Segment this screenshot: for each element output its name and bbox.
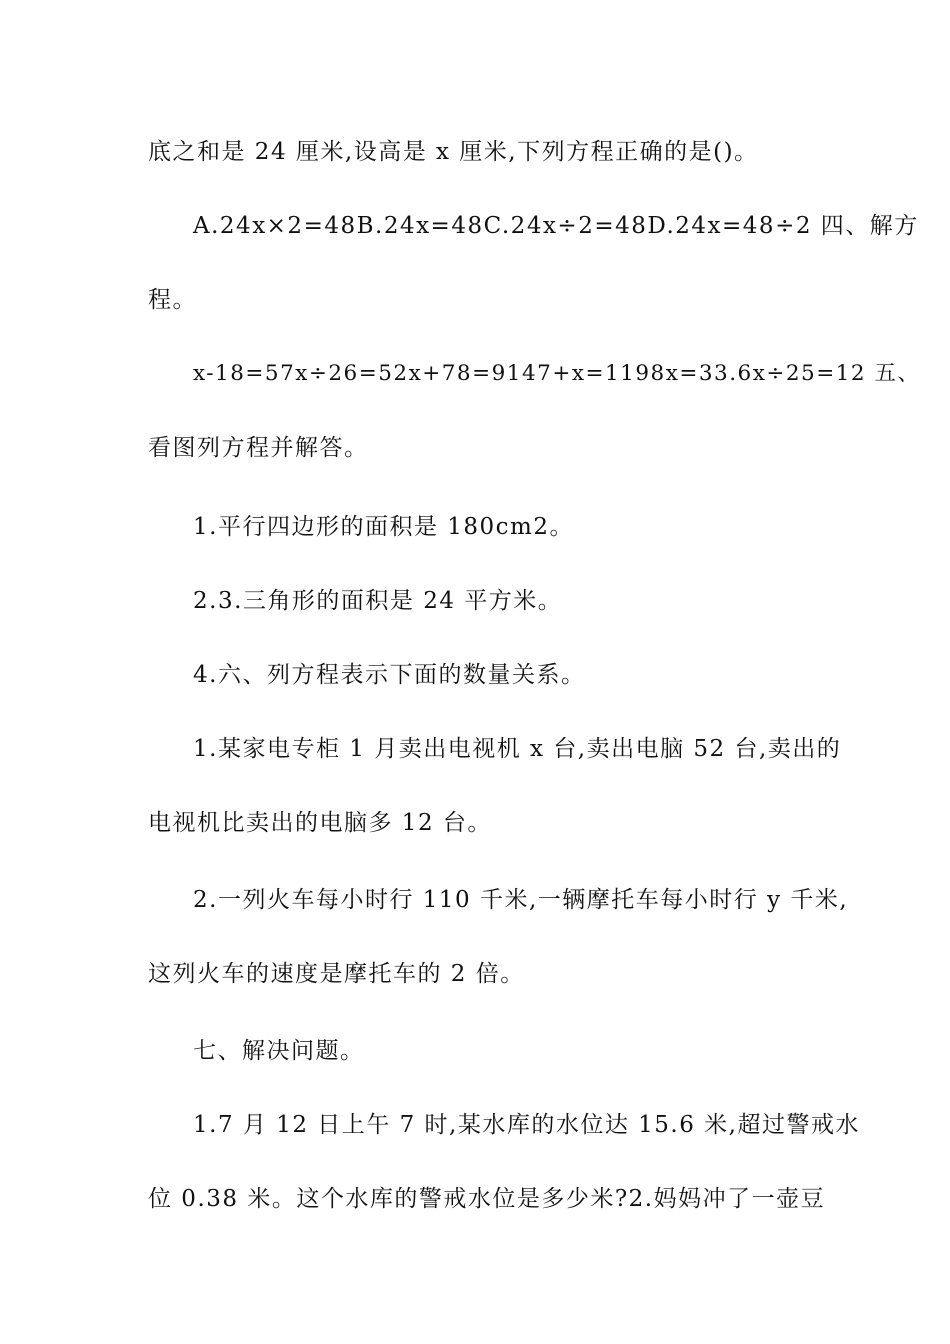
text-line: 4.六、列方程表示下面的数量关系。	[193, 662, 586, 688]
text-line: 电视机比卖出的电脑多 12 台。	[148, 810, 492, 836]
text-line: 位 0.38 米。这个水库的警戒水位是多少米?2.妈妈冲了一壶豆	[148, 1186, 826, 1212]
text-line: A.24x×2=48B.24x=48C.24x÷2=48D.24x=48÷2 四、解方	[193, 213, 919, 239]
text-line: 七、解决问题。	[193, 1038, 365, 1064]
text-line: 2.3.三角形的面积是 24 平方米。	[193, 588, 563, 614]
text-line: 看图列方程并解答。	[148, 435, 369, 461]
text-line: 1.7 月 12 日上午 7 时,某水库的水位达 15.6 米,超过警戒水	[193, 1112, 860, 1138]
text-line: 这列火车的速度是摩托车的 2 倍。	[148, 961, 525, 987]
text-line: 2.一列火车每小时行 110 千米,一辆摩托车每小时行 y 千米,	[193, 887, 849, 913]
text-line: x-18=57x÷26=52x+78=9147+x=1198x=33.6x÷25=12 五、	[193, 361, 921, 386]
text-line: 程。	[148, 287, 197, 313]
text-line: 底之和是 24 厘米,设高是 x 厘米,下列方程正确的是()。	[148, 139, 759, 165]
text-line: 1.某家电专柜 1 月卖出电视机 x 台,卖出电脑 52 台,卖出的	[193, 736, 842, 762]
text-line: 1.平行四边形的面积是 180cm2。	[193, 514, 574, 540]
